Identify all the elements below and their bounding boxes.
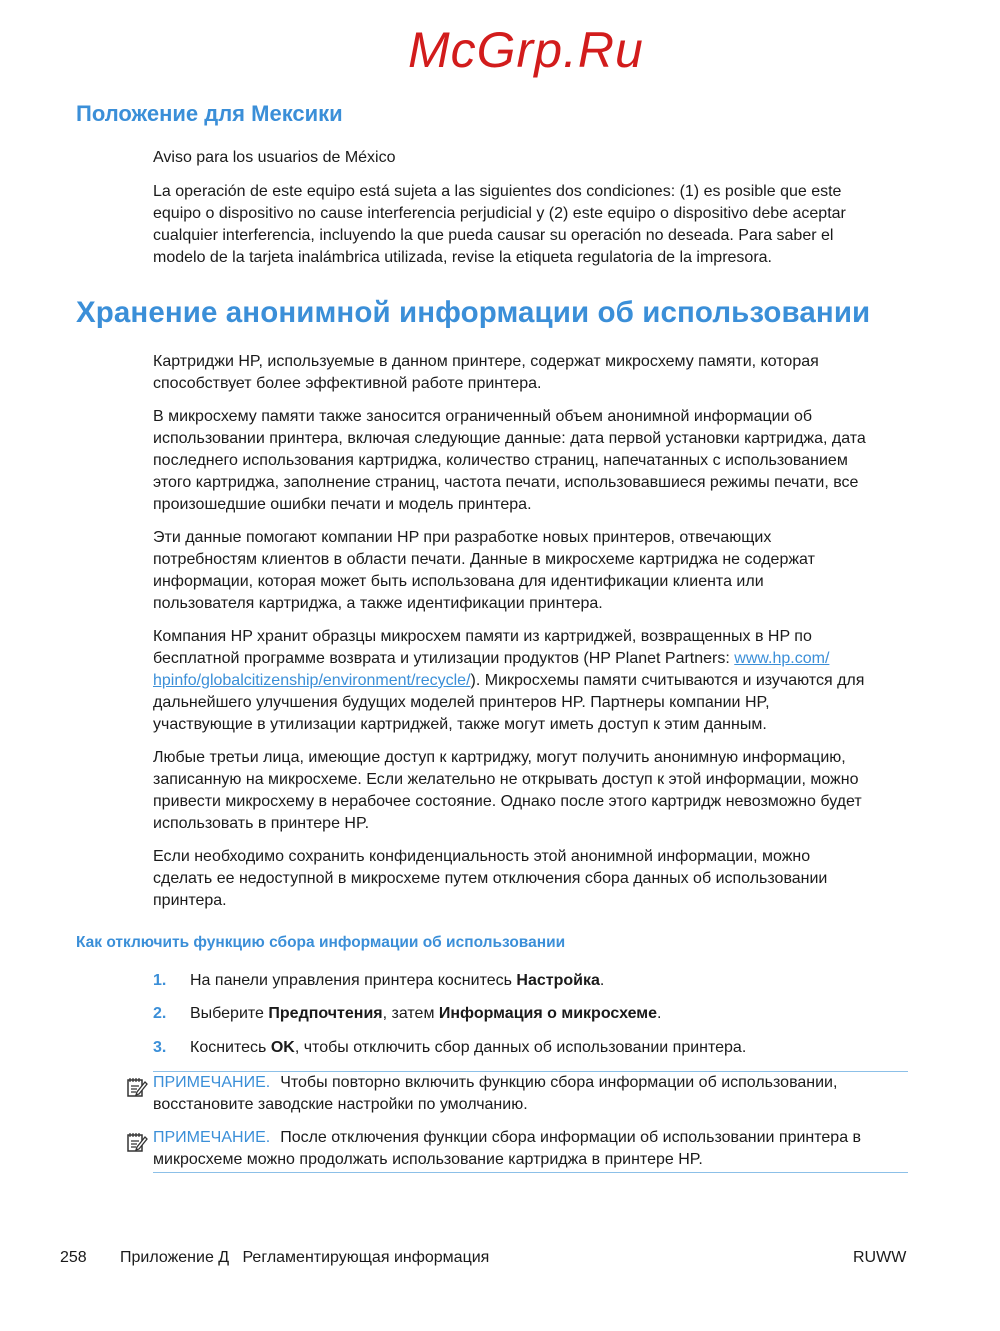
text-line: этого картриджа, заполнение страниц, частота печати, использовавшиеся режимы печати, все (153, 474, 859, 491)
watermark: McGrp.Ru (408, 22, 644, 78)
text: Коснитесь (190, 1039, 271, 1056)
paragraph (153, 351, 819, 395)
ui-term: Информация о микросхеме (438, 1005, 657, 1022)
text-line: записанную на микросхеме. Если желательно не открывать доступ к этой информации, можно (153, 771, 859, 788)
section-heading-mexico: Положение для Мексики (76, 101, 343, 126)
paragraph (153, 626, 864, 736)
text: . (599, 972, 605, 989)
step-number: 3. (153, 1039, 167, 1056)
text-line: использовать в принтере HP. (153, 815, 370, 832)
text-line: принтера. (153, 892, 227, 909)
note (153, 1072, 908, 1116)
text-line: использовании принтера, включая следующие данные: дата первой установки картриджа, дата (153, 430, 866, 447)
text: ). Микросхемы памяти считываются и изучаются для (470, 672, 865, 689)
text-line: дальнейшего улучшения будущих моделей принтеров HP. Партнеры компании HP, (153, 694, 770, 711)
text-line: Если необходимо сохранить конфиденциальность этой анонимной информации, можно (153, 848, 811, 865)
note-divider (153, 1172, 908, 1173)
text-line: пользователя картриджа, а также идентификации принтера. (153, 595, 603, 612)
paragraph (153, 846, 827, 912)
ui-term: Предпочтения (268, 1005, 383, 1022)
note (153, 1127, 908, 1171)
text-line: восстановите заводские настройки по умолчанию. (153, 1096, 528, 1113)
step-1 (153, 972, 604, 990)
text: бесплатной программе возврата и утилизации продуктов (HP Planet Partners: (153, 650, 735, 667)
ui-term: Настройка (516, 972, 600, 989)
section-heading-anonymous-info: Хранение анонимной информации об использовании (76, 296, 871, 329)
text-line: Любые третьи лица, имеющие доступ к картриджу, могут получить анонимную информацию, (153, 749, 846, 766)
text: . (657, 1005, 662, 1022)
text-line: участвующие в утилизации картриджей, также могут иметь доступ к этим данным. (153, 716, 767, 733)
note-pencil-icon (126, 1076, 148, 1098)
paragraph (153, 181, 846, 269)
text-line: способствует более эффективной работе принтера. (153, 375, 542, 392)
text-line: La operación de este equipo está sujeta a las siguientes dos condiciones: (1) es posible que este (153, 183, 842, 200)
page-number: 258 (60, 1249, 87, 1266)
text-line: последнего использования картриджа, количество страниц, напечатанных с использованием (153, 452, 848, 469)
text: На панели управления принтера коснитесь (190, 972, 517, 989)
paragraph (153, 527, 815, 615)
text-line (153, 670, 864, 692)
text: Чтобы повторно включить функцию сбора информации об использовании, (280, 1074, 838, 1091)
step-2 (153, 1005, 661, 1023)
text-line: modelo de la tarjeta inalámbrica utilizada, revise la etiqueta regulatoria de la impresora. (153, 249, 772, 266)
text: , затем (382, 1005, 439, 1022)
text: Выберите (190, 1005, 269, 1022)
text-line: сделать ее недоступной в микросхеме путем отключения сбора данных об использовании (153, 870, 828, 887)
paragraph (153, 147, 396, 169)
hp-recycle-link-cont[interactable]: hpinfo/globalcitizenship/environment/recycle/ (153, 672, 471, 689)
step-number: 2. (153, 1005, 167, 1022)
doc-code: RUWW (853, 1249, 907, 1266)
text-line: Картриджи HP, используемые в данном принтере, содержат микросхему памяти, которая (153, 353, 819, 370)
step-3 (153, 1039, 746, 1057)
text-line: потребностям клиентов в области печати. Данные в микросхеме картриджа не содержат (153, 551, 815, 568)
note-label: ПРИМЕЧАНИЕ. (153, 1074, 271, 1091)
text: После отключения функции сбора информации об использовании принтера в (280, 1129, 862, 1146)
text-line: equipo o dispositivo no cause interferencia perjudicial y (2) este equipo o dispositivo debe aceptar (153, 205, 846, 222)
text: , чтобы отключить сбор данных об использовании принтера. (294, 1039, 747, 1056)
ui-term: OK (270, 1039, 295, 1056)
text-line: В микросхему памяти также заносится ограниченный объем анонимной информации об (153, 408, 813, 425)
paragraph (153, 406, 866, 516)
text-line: Компания HP хранит образцы микросхем памяти из картриджей, возвращенных в HP по (153, 628, 812, 645)
text-line: информации, которая может быть использована для идентификации клиента или (153, 573, 764, 590)
text-line: микросхеме можно продолжать использование картриджа в принтере HP. (153, 1151, 703, 1168)
text-line: cualquier interferencia, incluyendo la que pueda causar su operación no deseada. Para saber el (153, 227, 834, 244)
paragraph (153, 747, 862, 835)
text-line: Aviso para los usuarios de México (153, 149, 396, 166)
note-label: ПРИМЕЧАНИЕ. (153, 1129, 271, 1146)
text-line: Эти данные помогают компании HP при разработке новых принтеров, отвечающих (153, 529, 772, 546)
step-number: 1. (153, 972, 167, 989)
chapter-title: Приложение Д Регламентирующая информация (120, 1249, 490, 1266)
subsection-heading: Как отключить функцию сбора информации об использовании (76, 934, 566, 951)
note-pencil-icon (126, 1131, 148, 1153)
text-line: привести микросхему в нерабочее состояние. Однако после этого картридж невозможно будет (153, 793, 862, 810)
text-line: произошедшие ошибки печати и модель принтера. (153, 496, 532, 513)
hp-recycle-link[interactable]: www.hp.com/ (734, 650, 830, 667)
text-line (153, 648, 864, 670)
